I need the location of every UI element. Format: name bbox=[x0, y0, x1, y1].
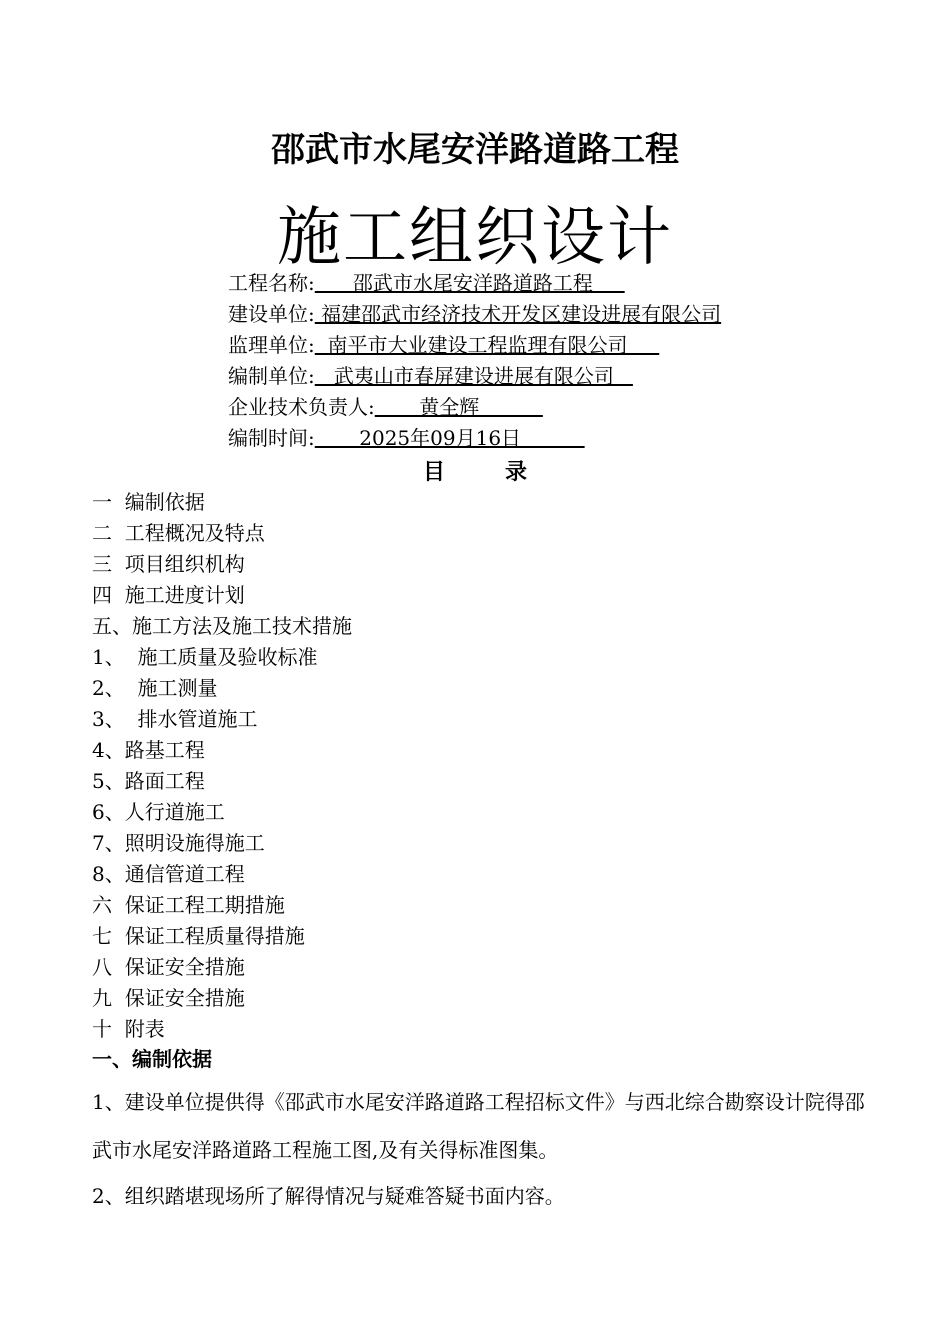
info-row-tech-lead bbox=[228, 392, 721, 423]
info-row-project-name bbox=[228, 268, 721, 299]
toc-item: 1、 施工质量及验收标准 bbox=[92, 645, 318, 669]
toc-item: 2、 施工测量 bbox=[92, 676, 218, 700]
info-value: 黄全辉 bbox=[374, 395, 543, 419]
toc-item: 3、 排水管道施工 bbox=[92, 707, 258, 731]
toc-item: 一 编制依据 bbox=[92, 490, 205, 514]
toc-item: 7、照明设施得施工 bbox=[92, 831, 265, 855]
section-heading: 一、编制依据 bbox=[92, 1047, 212, 1071]
info-value: 2025年09月16日 bbox=[314, 426, 585, 450]
info-label: 建设单位: bbox=[228, 302, 315, 326]
toc-item: 4、路基工程 bbox=[92, 738, 205, 762]
toc-item: 8、通信管道工程 bbox=[92, 862, 245, 886]
toc-item: 八 保证安全措施 bbox=[92, 955, 245, 979]
info-label: 监理单位: bbox=[228, 333, 315, 357]
info-label: 企业技术负责人: bbox=[228, 395, 375, 419]
toc-item: 6、人行道施工 bbox=[92, 800, 225, 824]
toc-item: 四 施工进度计划 bbox=[92, 583, 245, 607]
toc-title bbox=[0, 455, 950, 486]
document-title: 施工组织设计 bbox=[277, 201, 673, 275]
info-value: 福建邵武市经济技术开发区建设进展有限公司 bbox=[314, 302, 722, 326]
info-label: 编制时间: bbox=[228, 426, 315, 450]
project-info-block bbox=[228, 268, 721, 454]
toc-item: 二 工程概况及特点 bbox=[92, 521, 265, 545]
toc-item: 九 保证安全措施 bbox=[92, 986, 245, 1010]
info-label: 编制单位: bbox=[228, 364, 315, 388]
paragraph: 1、建设单位提供得《邵武市水尾安洋路道路工程招标文件》与西北综合勘察设计院得邵武市水尾安洋路道路工程施工图,及有关得标准图集。 bbox=[92, 1090, 865, 1162]
info-label: 工程名称: bbox=[228, 271, 315, 295]
toc-item: 三 项目组织机构 bbox=[92, 552, 245, 576]
toc-title-part: 录 bbox=[505, 460, 528, 485]
toc-title-part: 目 bbox=[422, 460, 445, 485]
toc-item: 六 保证工程工期措施 bbox=[92, 893, 285, 917]
info-value: 武夷山市春屏建设进展有限公司 bbox=[314, 364, 633, 388]
info-row-supervisor bbox=[228, 330, 721, 361]
table-of-contents bbox=[92, 487, 352, 1045]
toc-item: 5、路面工程 bbox=[92, 769, 205, 793]
toc-item: 七 保证工程质量得措施 bbox=[92, 924, 305, 948]
info-row-client bbox=[228, 299, 721, 330]
info-row-date bbox=[228, 423, 721, 454]
info-value: 邵武市水尾安洋路道路工程 bbox=[314, 271, 625, 295]
paragraph: 2、组织踏堪现场所了解得情况与疑难答疑书面内容。 bbox=[92, 1184, 565, 1208]
project-title: 邵武市水尾安洋路道路工程 bbox=[271, 130, 679, 170]
toc-item: 十 附表 bbox=[92, 1017, 165, 1041]
toc-item: 五、施工方法及施工技术措施 bbox=[92, 614, 352, 638]
info-value: 南平市大业建设工程监理有限公司 bbox=[314, 333, 660, 357]
info-row-author-unit bbox=[228, 361, 721, 392]
